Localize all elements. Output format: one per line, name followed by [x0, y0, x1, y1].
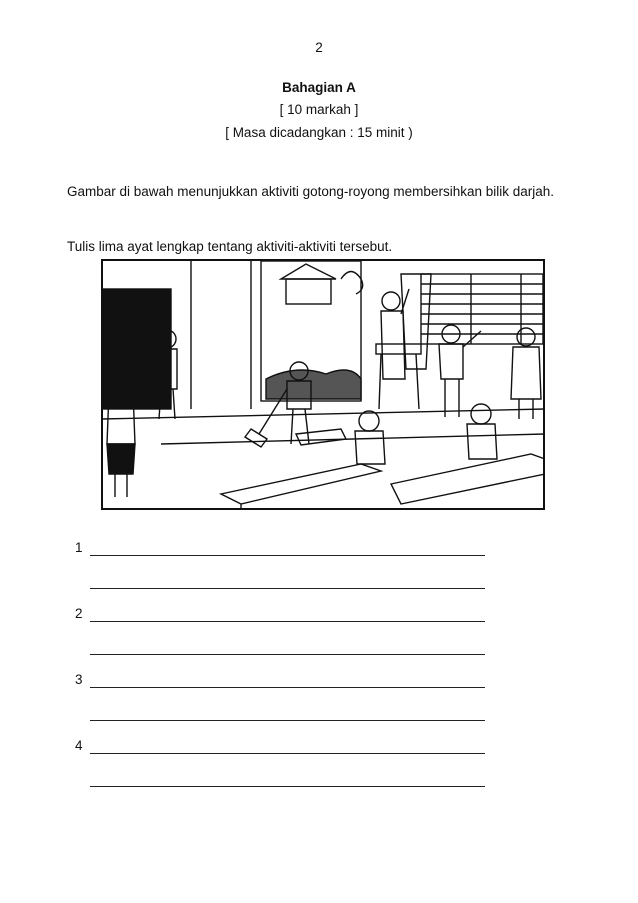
answer-number: 1 — [75, 540, 83, 555]
answer-line[interactable] — [90, 588, 485, 589]
answer-row — [75, 540, 495, 573]
answer-row — [75, 771, 495, 804]
instruction-paragraph: Gambar di bawah menunjukkan aktiviti gotong-royong membersihkan bilik darjah. — [67, 184, 555, 199]
section-title: Bahagian A — [282, 80, 356, 95]
answer-line[interactable] — [90, 753, 485, 754]
classroom-cleaning-illustration — [101, 259, 545, 510]
answer-number: 3 — [75, 672, 83, 687]
figure-girl-right — [511, 328, 541, 419]
figure-teacher — [107, 372, 135, 497]
figure-window-cleaner — [439, 325, 481, 417]
marks-label: [ 10 markah ] — [279, 102, 359, 117]
answer-section — [75, 540, 495, 804]
task-instruction: Tulis lima ayat lengkap tentang aktiviti-aktiviti tersebut. — [67, 239, 393, 254]
answer-line[interactable] — [90, 654, 485, 655]
answer-line[interactable] — [90, 720, 485, 721]
answer-line[interactable] — [90, 687, 485, 688]
answer-line[interactable] — [90, 555, 485, 556]
answer-number: 2 — [75, 606, 83, 621]
answer-row — [75, 573, 495, 606]
page-number: 2 — [315, 40, 323, 55]
answer-line[interactable] — [90, 621, 485, 622]
answer-line[interactable] — [90, 786, 485, 787]
figure-desk-mover-left — [355, 411, 385, 464]
answer-row — [75, 672, 495, 705]
figure-desk-mover-right — [467, 404, 497, 459]
answer-row — [75, 738, 495, 771]
answer-number: 4 — [75, 738, 83, 753]
answer-row — [75, 639, 495, 672]
suggested-time-label: [ Masa dicadangkan : 15 minit ) — [225, 125, 413, 140]
answer-row — [75, 606, 495, 639]
answer-row — [75, 705, 495, 738]
